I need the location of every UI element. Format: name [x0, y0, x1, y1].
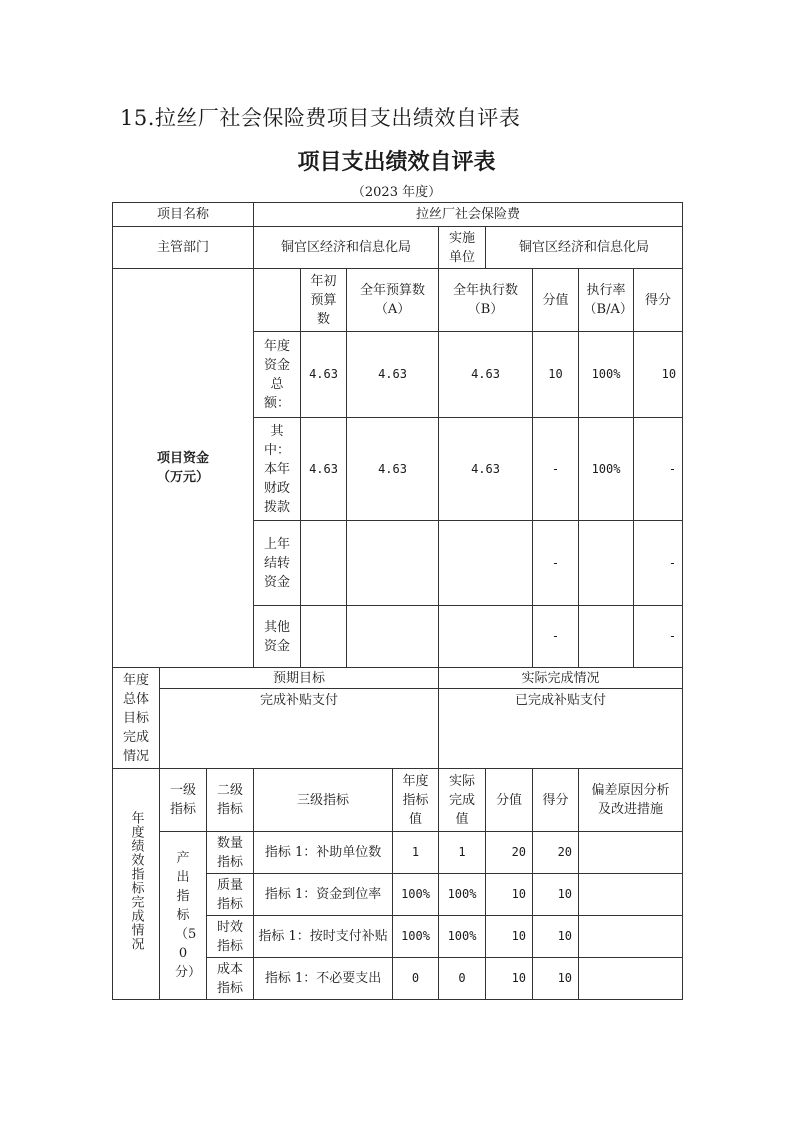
- funds-score: -: [634, 418, 683, 521]
- ind-score-value-header: 分值: [486, 769, 533, 832]
- annual-value-cell: 1: [393, 832, 439, 874]
- funds-initial: [301, 606, 347, 668]
- funds-annual: 4.63: [347, 418, 439, 521]
- dept-label: 主管部门: [113, 227, 254, 269]
- funds-blank-header: [254, 269, 301, 332]
- funds-initial: [301, 521, 347, 606]
- level2-cell: 数量指标: [207, 832, 254, 874]
- document-heading: 15.拉丝厂社会保险费项目支出绩效自评表: [120, 106, 521, 130]
- level2-header: 二级指标: [207, 769, 254, 832]
- indicators-header-row: [113, 769, 683, 832]
- level3-cell: 指标 1：不必要支出: [254, 958, 393, 1000]
- funds-row-label: 其中：本年财政拨款: [254, 418, 301, 521]
- annual-value-cell: 100%: [393, 874, 439, 916]
- score-value-cell: 20: [486, 832, 533, 874]
- funds-score: -: [634, 606, 683, 668]
- actual-value-cell: 100%: [439, 916, 486, 958]
- department-row: [113, 227, 683, 269]
- level2-cell: 时效指标: [207, 916, 254, 958]
- annual-value-header: 年度指标值: [393, 769, 439, 832]
- funds-value: -: [533, 418, 579, 521]
- impl-label: 实施单位: [439, 227, 486, 269]
- funds-score: 10: [634, 332, 683, 418]
- funds-value: -: [533, 521, 579, 606]
- table-year: （2023 年度）: [351, 185, 442, 200]
- funds-row-label: 上年结转资金: [254, 521, 301, 606]
- level2-cell: 质量指标: [207, 874, 254, 916]
- funds-rate: 100%: [579, 332, 634, 418]
- level2-cell: 成本指标: [207, 958, 254, 1000]
- score-value-cell: 10: [486, 916, 533, 958]
- goals-row: [113, 689, 683, 769]
- funds-exec: 4.63: [439, 418, 533, 521]
- level1-header: 一级指标: [160, 769, 207, 832]
- ind-score-header: 得分: [533, 769, 579, 832]
- annual-budget-header: 全年预算数（A）: [347, 269, 439, 332]
- level3-header: 三级指标: [254, 769, 393, 832]
- funds-initial: 4.63: [301, 332, 347, 418]
- funds-value: 10: [533, 332, 579, 418]
- funds-exec: 4.63: [439, 332, 533, 418]
- funds-annual: [347, 606, 439, 668]
- annual-value-cell: 0: [393, 958, 439, 1000]
- deviation-cell: [579, 958, 683, 1000]
- actual-goal-header: 实际完成情况: [439, 668, 683, 689]
- score-cell: 20: [533, 832, 579, 874]
- project-name-row: [113, 203, 683, 227]
- score-header: 得分: [634, 269, 683, 332]
- initial-budget-header: 年初预算数: [301, 269, 347, 332]
- deviation-cell: [579, 916, 683, 958]
- score-cell: 10: [533, 958, 579, 1000]
- funds-header-row: [113, 269, 683, 332]
- deviation-cell: [579, 874, 683, 916]
- project-name-value: 拉丝厂社会保险费: [254, 203, 683, 227]
- level3-cell: 指标 1：资金到位率: [254, 874, 393, 916]
- funds-initial: 4.63: [301, 418, 347, 521]
- deviation-cell: [579, 832, 683, 874]
- goals-header-row: [113, 668, 683, 689]
- funds-rate: 100%: [579, 418, 634, 521]
- actual-goal: 已完成补贴支付: [439, 689, 683, 769]
- actual-value-cell: 0: [439, 958, 486, 1000]
- score-cell: 10: [533, 874, 579, 916]
- expected-goal: 完成补贴支付: [160, 689, 439, 769]
- funds-row-label: 年度资金总额：: [254, 332, 301, 418]
- output-indicator-label: 产出指标（50分）: [160, 832, 207, 1000]
- funds-exec: [439, 606, 533, 668]
- funds-annual: [347, 521, 439, 606]
- deviation-header: 偏差原因分析及改进措施: [579, 769, 683, 832]
- annual-value-cell: 100%: [393, 916, 439, 958]
- goals-label: 年度总体目标完成情况: [113, 668, 160, 769]
- level3-cell: 指标 1：按时支付补贴: [254, 916, 393, 958]
- funds-annual: 4.63: [347, 332, 439, 418]
- actual-value-header: 实际完成值: [439, 769, 486, 832]
- funds-exec: [439, 521, 533, 606]
- project-name-label: 项目名称: [113, 203, 254, 227]
- actual-value-cell: 100%: [439, 874, 486, 916]
- score-value-cell: 10: [486, 874, 533, 916]
- score-cell: 10: [533, 916, 579, 958]
- funds-rate: [579, 521, 634, 606]
- expected-goal-header: 预期目标: [160, 668, 439, 689]
- indicator-row: [113, 832, 683, 874]
- funds-rate: [579, 606, 634, 668]
- annual-exec-header: 全年执行数（B）: [439, 269, 533, 332]
- indicators-label: 年度绩效指标完成情况: [113, 769, 160, 1000]
- funds-label: 项目资金（万元）: [113, 269, 254, 668]
- funds-score: -: [634, 521, 683, 606]
- funds-value: -: [533, 606, 579, 668]
- level3-cell: 指标 1：补助单位数: [254, 832, 393, 874]
- score-value-header: 分值: [533, 269, 579, 332]
- self-evaluation-table: [112, 202, 683, 1000]
- funds-row-label: 其他资金: [254, 606, 301, 668]
- score-value-cell: 10: [486, 958, 533, 1000]
- impl-value: 铜官区经济和信息化局: [486, 227, 683, 269]
- exec-rate-header: 执行率（B/A）: [579, 269, 634, 332]
- actual-value-cell: 1: [439, 832, 486, 874]
- dept-value: 铜官区经济和信息化局: [254, 227, 439, 269]
- table-title: 项目支出绩效自评表: [297, 149, 496, 175]
